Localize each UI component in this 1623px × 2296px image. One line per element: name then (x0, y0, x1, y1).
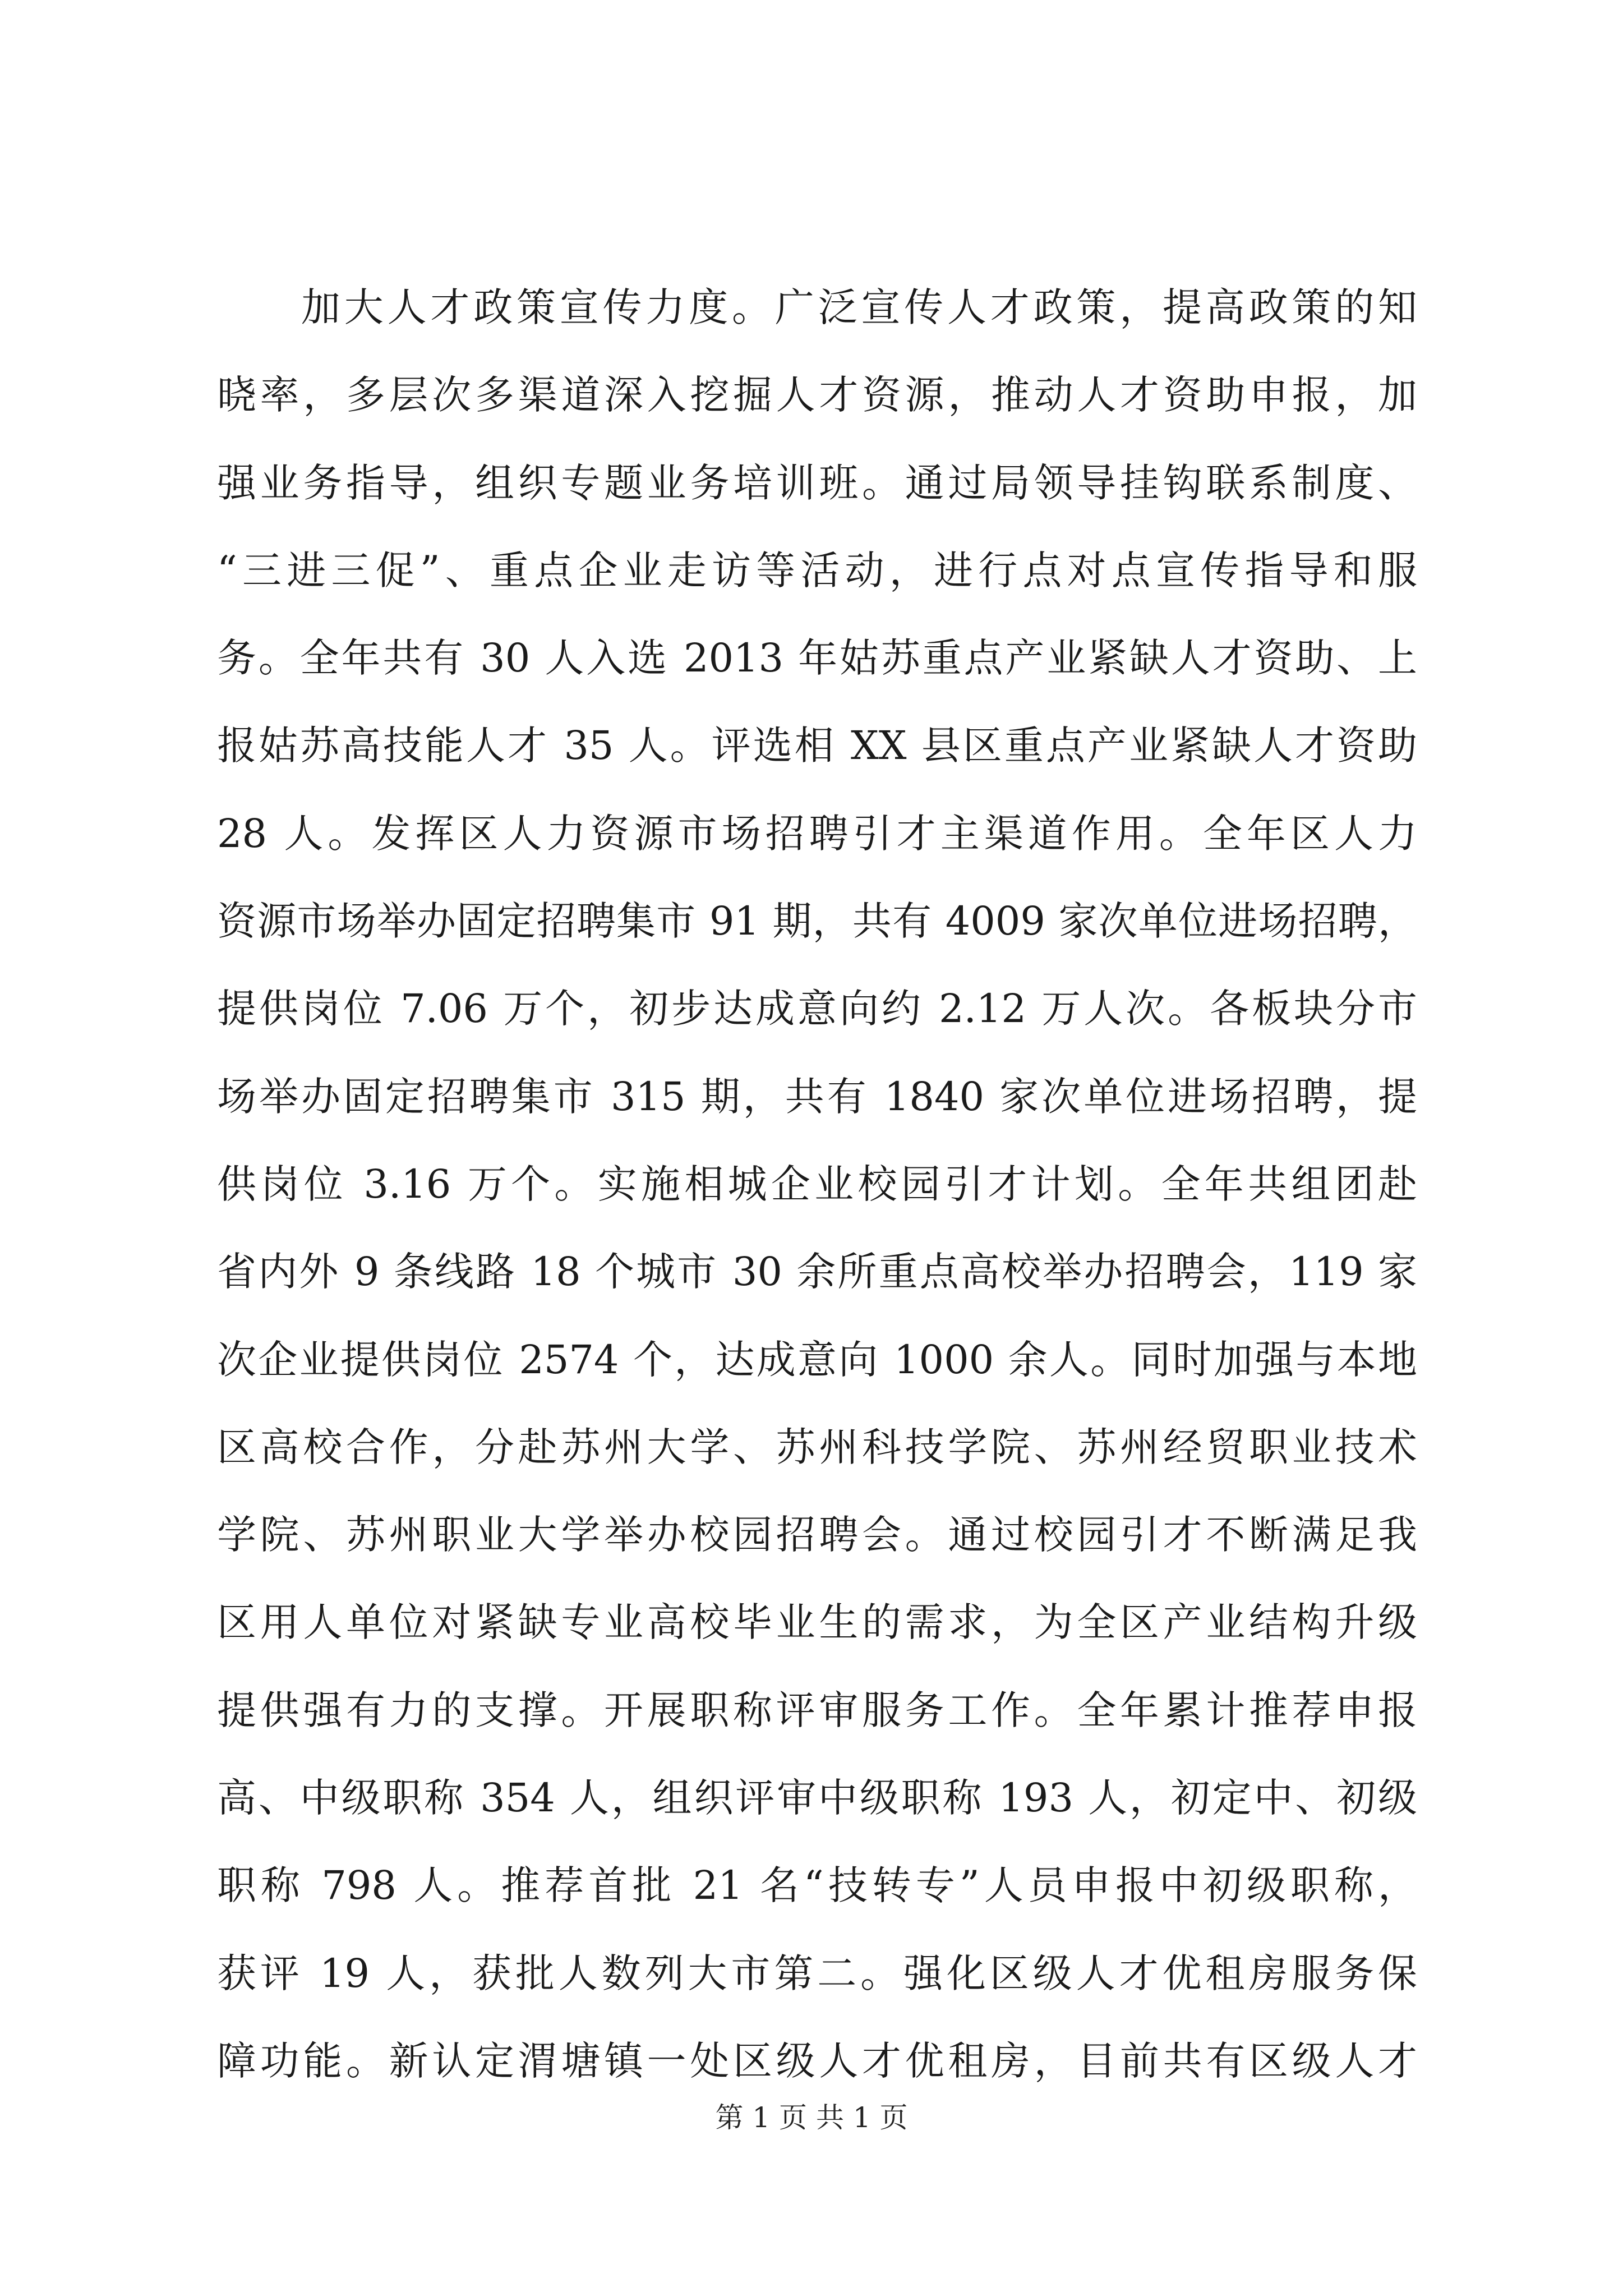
text-line: 提供强有力的支撑。开展职称评审服务工作。全年累计推荐申报 (217, 1687, 1417, 1733)
text-line: 次企业提供岗位 2574 个，达成意向 1000 余人。同时加强与本地 (217, 1336, 1417, 1383)
text-line: 获评 19 人，获批人数列大市第二。强化区级人才优租房服务保 (217, 1950, 1417, 1996)
text-line: 28 人。发挥区人力资源市场招聘引才主渠道作用。全年区人力 (217, 810, 1417, 857)
text-line: 资源市场举办固定招聘集市 91 期，共有 4009 家次单位进场招聘， (217, 898, 1417, 945)
text-line: “三进三促”、重点企业走访等活动，进行点对点宣传指导和服 (217, 547, 1417, 593)
text-line: 高、中级职称 354 人，组织评审中级职称 193 人，初定中、初级 (217, 1775, 1417, 1821)
text-line: 加大人才政策宣传力度。广泛宣传人才政策，提高政策的知 (301, 284, 1417, 330)
text-line: 场举办固定招聘集市 315 期，共有 1840 家次单位进场招聘，提 (217, 1073, 1417, 1120)
text-line: 提供岗位 7.06 万个，初步达成意向约 2.12 万人次。各板块分市 (217, 986, 1417, 1032)
text-line: 务。全年共有 30 人入选 2013 年姑苏重点产业紧缺人才资助、上 (217, 635, 1417, 682)
text-line: 职称 798 人。推荐首批 21 名“技转专”人员申报中初级职称， (217, 1862, 1417, 1909)
text-line: 学院、苏州职业大学举办校园招聘会。通过校园引才不断满足我 (217, 1512, 1417, 1558)
text-line: 供岗位 3.16 万个。实施相城企业校园引才计划。全年共组团赴 (217, 1161, 1417, 1207)
text-line: 区用人单位对紧缺专业高校毕业生的需求，为全区产业结构升级 (217, 1599, 1417, 1646)
body-paragraph (217, 264, 1417, 2105)
text-line: 晓率，多层次多渠道深入挖掘人才资源，推动人才资助申报，加 (217, 372, 1417, 418)
text-line: 省内外 9 条线路 18 个城市 30 余所重点高校举办招聘会，119 家 (217, 1249, 1417, 1295)
text-line: 区高校合作，分赴苏州大学、苏州科技学院、苏州经贸职业技术 (217, 1424, 1417, 1470)
text-line: 报姑苏高技能人才 35 人。评选相 XX 县区重点产业紧缺人才资助 (217, 723, 1417, 769)
text-line: 障功能。新认定渭塘镇一处区级人才优租房，目前共有区级人才 (217, 2037, 1417, 2084)
page-footer: 第 1 页 共 1 页 (715, 2101, 908, 2134)
text-line: 强业务指导，组织专题业务培训班。通过局领导挂钩联系制度、 (217, 459, 1417, 506)
